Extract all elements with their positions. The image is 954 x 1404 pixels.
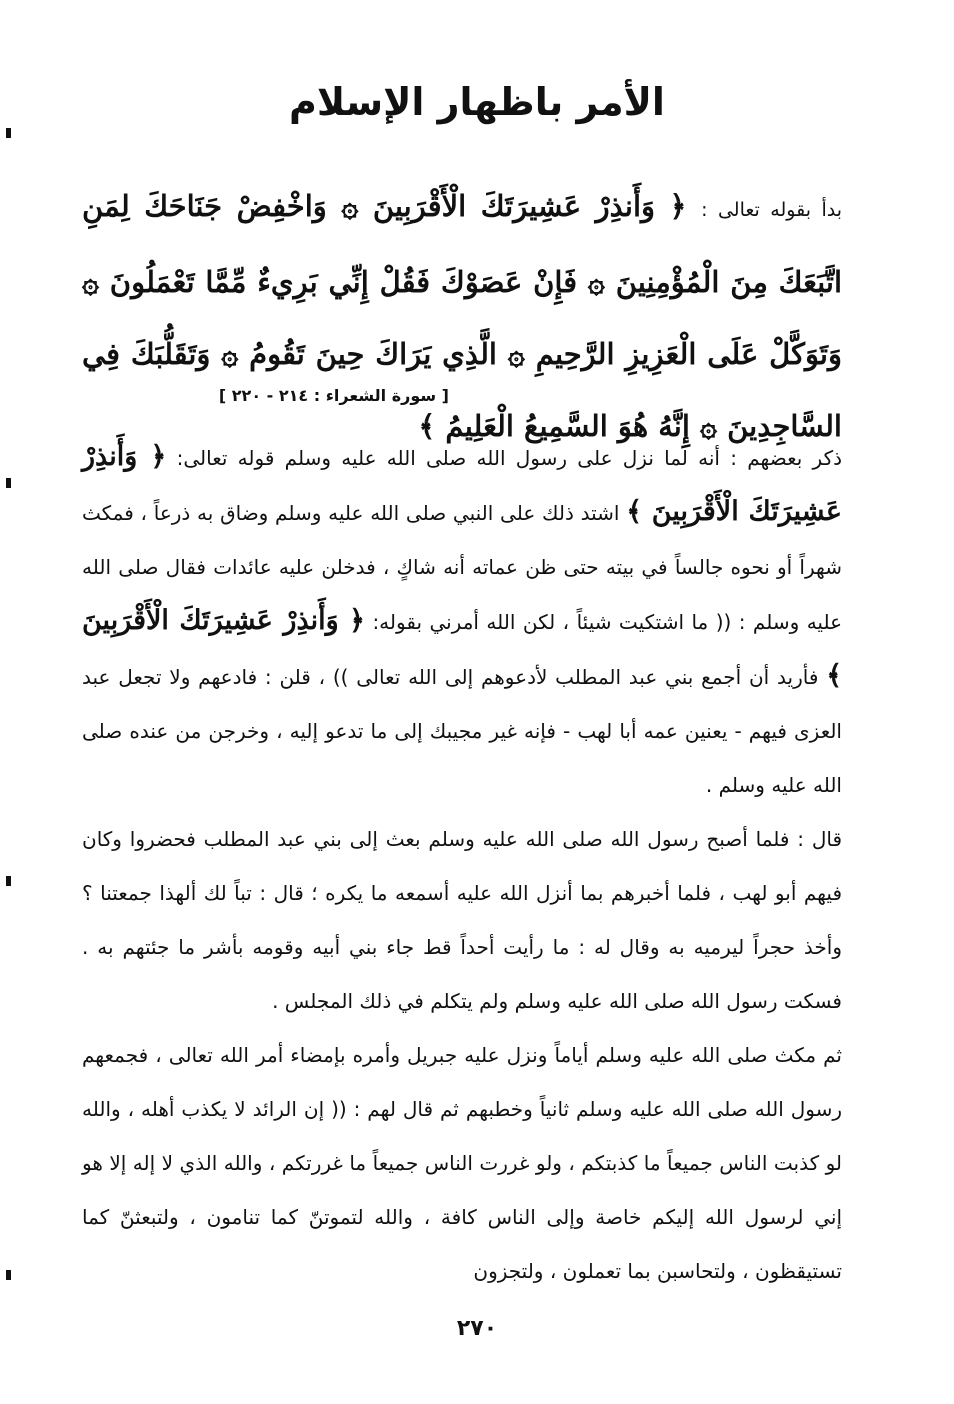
margin-mark	[6, 1270, 11, 1280]
paragraph-text: اشتد ذلك على النبي صلى الله عليه وسلم وضاق به ذرعاً ، فمكث شهراً أو نحوه جالساً في بيته حتى ظن عماته أنه شاكٍ ، فدخلن عليه عائدات فقال صلى الله عليه وسلم : (( ما اشتكيت شيئاً ، لكن الله أمرني بقوله:	[82, 501, 843, 634]
paragraph-3: ثم مكث صلى الله عليه وسلم أياماً ونزل عليه جبريل وأمره بإمضاء أمر الله تعالى ، فجمعهم رسول الله صلى الله عليه وسلم ثانياً وخطبهم ثم قال لهم : (( إن الرائد لا يكذب أهله ، والله لو كذبت الناس جميعاً ما كذبتكم ، ولو غررت الناس جميعاً ما غررتكم ، والله الذي لا إله إلا هو إني لرسول الله إليكم خاصة وإلى الناس كافة ، والله لتموتنّ كما تنامون ، ولتبعثنّ كما تستيقظون ، ولتحاسبن بما تعملون ، ولتجزون	[82, 1043, 842, 1283]
quran-quote: ﴿ وَأَنذِرْ عَشِيرَتَكَ الْأَقْرَبِينَ ﴾	[82, 605, 843, 691]
quran-verse: ﴿ وَأَنذِرْ عَشِيرَتَكَ الْأَقْرَبِينَ ۞ وَاخْفِضْ جَنَاحَكَ لِمَنِ اتَّبَعَكَ مِنَ الْمُؤْمِنِينَ ۞ فَإِنْ عَصَوْكَ فَقُلْ إِنِّي بَرِيءٌ مِّمَّا تَعْمَلُونَ ۞ وَتَوَكَّلْ عَلَى الْعَزِيزِ الرَّحِيمِ ۞ الَّذِي يَرَاكَ حِينَ تَقُومُ ۞ وَتَقَلُّبَكَ فِي السَّاجِدِينَ ۞ إِنَّهُ هُوَ السَّمِيعُ الْعَلِيمُ ﴾	[82, 189, 842, 443]
paragraph-1	[82, 430, 842, 812]
paragraph-text: ذكر بعضهم : أنه لما نزل على رسول الله صلى الله عليه وسلم قوله تعالى:	[176, 446, 842, 470]
margin-mark	[6, 876, 11, 886]
quran-quote: ﴿ وَأَنذِرْ عَشِيرَتَكَ الْأَقْرَبِينَ ﴾	[82, 441, 842, 527]
verse-reference: [ سورة الشعراء : ٢١٤ - ٢٢٠ ]	[218, 386, 449, 405]
paragraph-2: قال : فلما أصبح رسول الله صلى الله عليه وسلم بعث إلى بني عبد المطلب فحضروا وكان فيهم أبو لهب ، فلما أخبرهم بما أنزل الله عليه أسمعه ما يكره ؛ قال : تباً لك ألهذا جمعتنا ؟ وأخذ حجراً ليرميه به وقال له : ما رأيت أحداً قط جاء بني أبيه وقومه بأشر ما جئتهم به . فسكت رسول الله صلى الله عليه وسلم ولم يتكلم في ذلك المجلس .	[82, 827, 842, 1013]
quran-verse-block	[82, 170, 842, 462]
margin-mark	[6, 478, 11, 488]
body-text	[82, 430, 842, 1298]
page-number: ٢٧٠	[456, 1316, 498, 1341]
paragraph-text: فأريد أن أجمع بني عبد المطلب لأدعوهم إلى الله تعالى )) ، قلن : فادعهم ولا تجعل عبد العزى فيهم - يعنين عمه أبا لهب - فإنه غير مجيبك إلى ما تدعو إليه ، وخرجن من عنده صلى الله عليه وسلم .	[82, 665, 842, 797]
page-title: الأمر باظهار الإسلام	[289, 80, 665, 124]
margin-mark	[6, 128, 11, 138]
verse-intro: بدأ بقوله تعالى :	[701, 199, 842, 221]
